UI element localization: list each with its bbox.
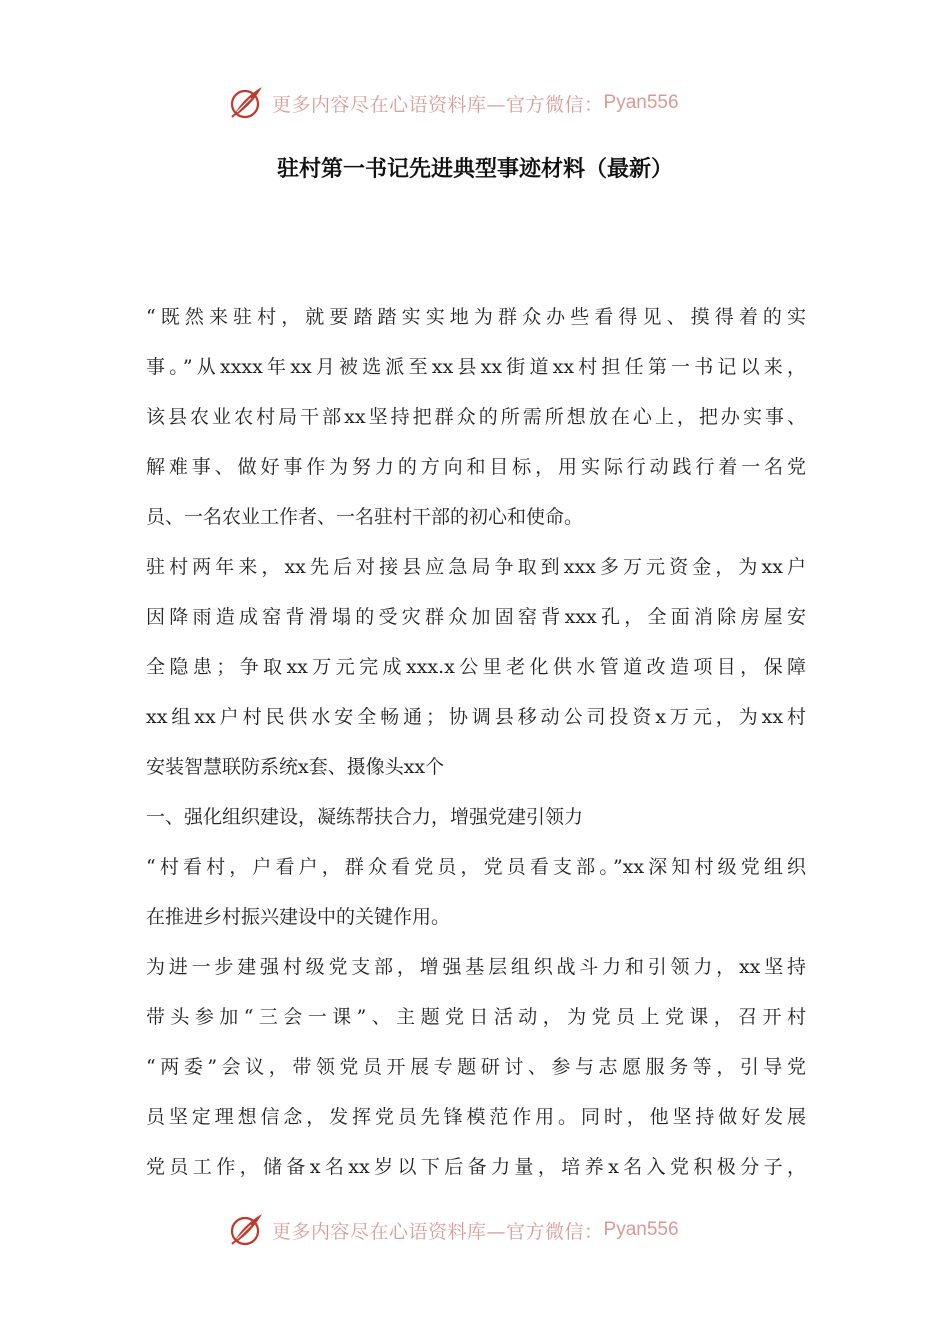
quill-logo-icon [226, 83, 266, 123]
body-line: 事。”从xxxx年xx月被选派至xx县xx街道xx村担任第一书记以来， [146, 356, 806, 378]
watermark-banner-bottom [226, 1208, 726, 1252]
body-line: 安装智慧联防系统x套、摄像头xx个 [146, 756, 445, 778]
watermark-banner-top [226, 81, 726, 125]
body-line: 该县农业农村局干部xx坚持把群众的所需所想放在心上，把办实事、 [146, 406, 806, 428]
body-line: “村看村，户看户，群众看党员，党员看支部。”xx深知村级党组织 [146, 856, 806, 878]
body-line: 党员工作，储备x名xx岁以下后备力量，培养x名入党积极分子， [146, 1156, 806, 1178]
body-line: “既然来驻村，就要踏踏实实地为群众办些看得见、摸得着的实 [146, 306, 806, 328]
body-line: xx组xx户村民供水安全畅通；协调县移动公司投资x万元，为xx村 [146, 706, 806, 728]
watermark-wechat-id: Pyan556 [603, 1219, 679, 1240]
document-title: 驻村第一书记先进典型事迹材料（最新） [276, 157, 673, 182]
body-line: “两委”会议，带领党员开展专题研讨、参与志愿服务等，引导党 [146, 1056, 806, 1078]
section-heading: 一、强化组织建设，凝练帮扶合力，增强党建引领力 [146, 806, 584, 828]
document-body [146, 292, 806, 1192]
body-line: 全隐患；争取xx万元完成xxx.x公里老化供水管道改造项目，保障 [146, 656, 806, 678]
body-line: 员坚定理想信念，发挥党员先锋模范作用。同时，他坚持做好发展 [146, 1106, 806, 1128]
body-line: 解难事、做好事作为努力的方向和目标，用实际行动践行着一名党 [146, 456, 806, 478]
body-line: 因降雨造成窑背滑塌的受灾群众加固窑背xxx孔，全面消除房屋安 [146, 606, 806, 628]
body-line: 员、一名农业工作者、一名驻村干部的初心和使命。 [146, 506, 584, 528]
watermark-wechat-id: Pyan556 [603, 92, 679, 113]
body-line: 驻村两年来，xx先后对接县应急局争取到xxx多万元资金，为xx户 [146, 556, 806, 578]
body-line: 在推进乡村振兴建设中的关键作用。 [146, 906, 451, 928]
quill-logo-icon [226, 1210, 266, 1250]
watermark-text: 更多内容尽在心语资料库—官方微信： [272, 93, 604, 116]
watermark-text: 更多内容尽在心语资料库—官方微信： [272, 1220, 604, 1243]
body-line: 带头参加“三会一课”、主题党日活动，为党员上党课，召开村 [146, 1006, 806, 1028]
body-line: 为进一步建强村级党支部，增强基层组织战斗力和引领力，xx坚持 [146, 956, 806, 978]
